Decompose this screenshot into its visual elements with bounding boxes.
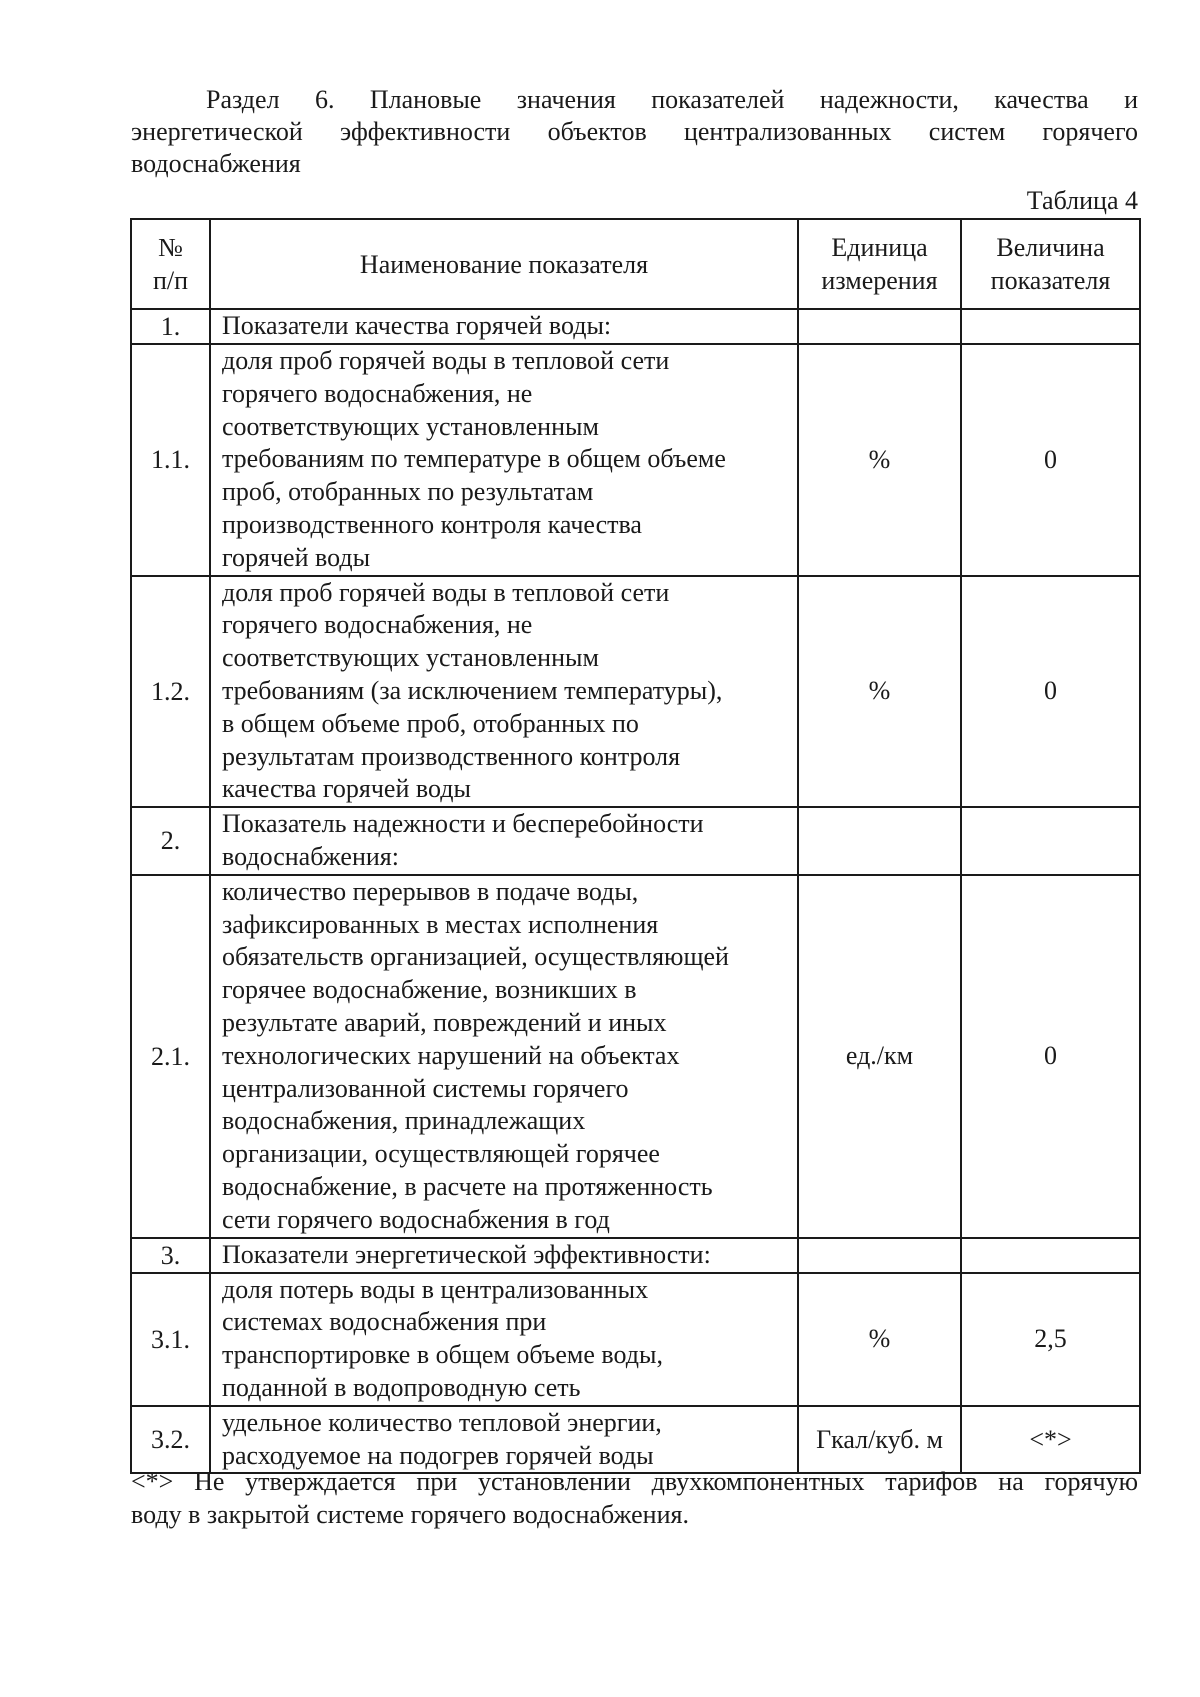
table-header-row	[131, 219, 1140, 309]
indicator-name-line: горячей воды	[222, 542, 371, 572]
indicator-name-line: горячего водоснабжения, не	[222, 610, 533, 640]
header-num	[131, 219, 210, 309]
indicator-name-line: горячее водоснабжение, возникших в	[222, 975, 637, 1005]
indicator-name-line: количество перерывов в подаче воды,	[222, 876, 639, 906]
unit-of-measure: %	[798, 1273, 961, 1406]
section-heading-line: Раздел 6. Плановые значения показателей надежности, качества и	[206, 85, 1138, 114]
indicator-name	[210, 807, 798, 875]
indicator-name-line: доля проб горячей воды в тепловой сети	[222, 346, 670, 375]
unit-of-measure: %	[798, 344, 961, 576]
unit-of-measure: ед./км	[798, 875, 961, 1238]
row-number: 1.1.	[131, 344, 210, 576]
indicator-name-line: удельное количество тепловой энергии,	[222, 1407, 662, 1437]
row-number: 3.	[131, 1238, 210, 1273]
indicator-value: <*>	[961, 1406, 1140, 1474]
indicator-name-line: проб, отобранных по результатам	[222, 477, 594, 507]
indicator-name-line: требованиям (за исключением температуры),	[222, 675, 723, 705]
table-body	[131, 309, 1140, 1473]
header-value-line: показателя	[990, 266, 1111, 295]
unit-of-measure	[798, 309, 961, 344]
indicator-name-line: доля проб горячей воды в тепловой сети	[222, 577, 670, 607]
indicator-name	[210, 309, 798, 344]
row-number: 1.	[131, 309, 210, 344]
header-name: Наименование показателя	[210, 219, 798, 309]
table-row	[131, 576, 1140, 808]
indicator-value: 0	[961, 344, 1140, 576]
indicator-name-line: водоснабжения, принадлежащих	[222, 1106, 586, 1136]
indicator-value	[961, 1238, 1140, 1273]
indicator-name-line: организации, осуществляющей горячее	[222, 1139, 660, 1169]
indicator-value	[961, 807, 1140, 875]
table-row	[131, 1406, 1140, 1474]
indicator-name	[210, 1406, 798, 1474]
indicator-name-line: Показатель надежности и бесперебойности	[222, 809, 704, 839]
header-value-line: Величина	[996, 233, 1105, 262]
table-caption: Таблица 4	[1026, 186, 1138, 215]
indicator-name-line: сети горячего водоснабжения в год	[222, 1204, 610, 1234]
indicator-name-line: водоснабжение, в расчете на протяженность	[222, 1171, 713, 1201]
header-num-line: п/п	[152, 266, 189, 295]
indicator-value: 0	[961, 576, 1140, 808]
indicator-name-line: зафиксированных в местах исполнения	[222, 909, 659, 939]
header-unit-line: измерения	[821, 266, 938, 295]
indicator-name-line: системах водоснабжения при	[222, 1307, 547, 1337]
header-unit	[798, 219, 961, 309]
indicator-name	[210, 1273, 798, 1406]
section-heading-line: энергетической эффективности объектов централизованных систем горячего	[131, 117, 1138, 146]
indicator-name-line: результате аварий, повреждений и иных	[222, 1007, 667, 1037]
indicator-name-line: централизованной системы горячего	[222, 1073, 629, 1103]
indicator-name-line: поданной в водопроводную сеть	[222, 1372, 581, 1402]
indicator-name-line: горячего водоснабжения, не	[222, 378, 533, 408]
row-number: 2.1.	[131, 875, 210, 1238]
indicator-name	[210, 875, 798, 1238]
indicator-name-line: Показатели энергетической эффективности:	[222, 1239, 711, 1269]
indicator-value: 2,5	[961, 1273, 1140, 1406]
table-row	[131, 875, 1140, 1238]
indicator-name-line: качества горячей воды	[222, 774, 471, 804]
header-unit-line: Единица	[831, 233, 928, 262]
indicator-value: 0	[961, 875, 1140, 1238]
row-number: 3.2.	[131, 1406, 210, 1474]
indicator-name	[210, 1238, 798, 1273]
indicator-value	[961, 309, 1140, 344]
row-number: 3.1.	[131, 1273, 210, 1406]
table-row	[131, 1273, 1140, 1406]
table-row	[131, 807, 1140, 875]
table-row	[131, 344, 1140, 576]
indicator-name	[210, 576, 798, 808]
indicator-name-line: в общем объеме проб, отобранных по	[222, 708, 639, 738]
indicator-name-line: результатам производственного контроля	[222, 741, 681, 771]
footnote	[131, 1465, 1138, 1531]
footnote-line: <*> Не утверждается при установлении двухкомпонентных тарифов на горячую	[131, 1467, 1138, 1496]
indicator-name-line: требованиям по температуре в общем объеме	[222, 444, 726, 474]
indicator-name-line: доля потерь воды в централизованных	[222, 1274, 649, 1304]
indicator-name	[210, 344, 798, 576]
indicator-name-line: соответствующих установленным	[222, 643, 599, 673]
indicator-name-line: Показатели качества горячей воды:	[222, 311, 612, 341]
footnote-line: воду в закрытой системе горячего водоснабжения.	[131, 1500, 689, 1529]
indicator-name-line: соответствующих установленным	[222, 411, 599, 441]
indicator-name-line: обязательств организацией, осуществляющей	[222, 942, 729, 972]
unit-of-measure: %	[798, 576, 961, 808]
unit-of-measure	[798, 807, 961, 875]
section-heading-line: водоснабжения	[131, 149, 301, 178]
table-row	[131, 309, 1140, 344]
indicator-name-line: транспортировке в общем объеме воды,	[222, 1340, 663, 1370]
indicators-table	[130, 218, 1141, 1474]
header-value	[961, 219, 1140, 309]
header-num-line: №	[158, 233, 183, 262]
indicator-name-line: технологических нарушений на объектах	[222, 1040, 680, 1070]
indicator-name-line: водоснабжения:	[222, 841, 399, 871]
unit-of-measure: Гкал/куб. м	[798, 1406, 961, 1474]
unit-of-measure	[798, 1238, 961, 1273]
row-number: 1.2.	[131, 576, 210, 808]
row-number: 2.	[131, 807, 210, 875]
section-heading	[131, 84, 1138, 180]
indicator-name-line: производственного контроля качества	[222, 509, 642, 539]
indicator-name-line: расходуемое на подогрев горячей воды	[222, 1440, 654, 1470]
table-row	[131, 1238, 1140, 1273]
